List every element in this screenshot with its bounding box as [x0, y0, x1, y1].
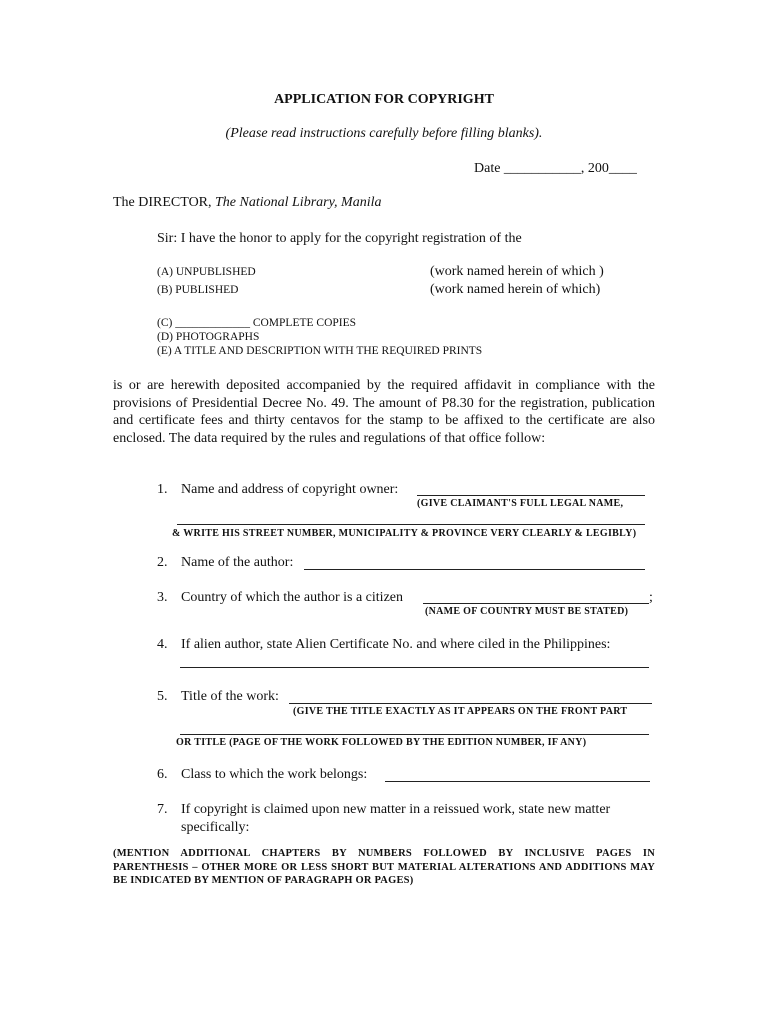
item-1-hint-name: (GIVE CLAIMANT'S FULL LEGAL NAME,	[417, 498, 624, 509]
option-b-label: (B) PUBLISHED	[157, 284, 239, 296]
item-1-hint-address: & WRITE HIS STREET NUMBER, MUNICIPALITY & PROVINCE VERY CLEARLY & LEGIBLY)	[172, 528, 637, 539]
item-2-number: 2.	[157, 555, 168, 570]
addressee-prefix: The DIRECTOR,	[113, 195, 216, 210]
alien-certificate-line[interactable]	[180, 667, 649, 668]
country-line[interactable]	[423, 603, 649, 604]
item-7-label: If copyright is claimed upon new matter in a reissued work, state new matter	[181, 802, 611, 817]
item-5-number: 5.	[157, 689, 168, 704]
new-matter-instructions: (MENTION ADDITIONAL CHAPTERS BY NUMBERS FOLLOWED BY INCLUSIVE PAGES IN PARENTHESIS – OTHER MORE OR LESS SHORT BUT MATERIAL ALTERATIONS AND ADDITIONS MAY BE INDICATED BY MENTION OF PARAGRAPH OR PAGES)	[113, 848, 655, 886]
item-3-number: 3.	[157, 590, 168, 605]
item-7-label-cont: specifically:	[181, 820, 250, 835]
item-1-label: Name and address of copyright owner:	[181, 482, 399, 497]
item-2-label: Name of the author:	[181, 555, 294, 570]
class-line[interactable]	[385, 781, 650, 782]
item-7-number: 7.	[157, 802, 168, 817]
owner-address-line[interactable]	[177, 524, 645, 525]
option-e: (E) A TITLE AND DESCRIPTION WITH THE REQUIRED PRINTS	[157, 345, 483, 357]
owner-name-line[interactable]	[417, 495, 645, 496]
item-6-label: Class to which the work belongs:	[181, 767, 368, 782]
option-a-note: (work named herein of which )	[430, 264, 604, 279]
title-line-1[interactable]	[289, 703, 652, 704]
option-c: (C) _____________ COMPLETE COPIES	[157, 317, 357, 329]
date-line: Date ___________, 200____	[474, 161, 637, 176]
page-title: APPLICATION FOR COPYRIGHT	[274, 92, 494, 107]
addressee-institution: The National Library, Manila	[215, 195, 382, 210]
item-6-number: 6.	[157, 767, 168, 782]
option-a-label: (A) UNPUBLISHED	[157, 266, 256, 278]
item-5-hint-2: OR TITLE (PAGE OF THE WORK FOLLOWED BY THE EDITION NUMBER, IF ANY)	[176, 737, 587, 748]
item-3-label: Country of which the author is a citizen	[181, 590, 403, 605]
item-1-number: 1.	[157, 482, 168, 497]
item-3-semicolon: ;	[649, 590, 653, 605]
item-5-hint-1: (GIVE THE TITLE EXACTLY AS IT APPEARS ON THE FRONT PART	[293, 706, 628, 717]
body-paragraph: is or are herewith deposited accompanied by the required affidavit in compliance with the provisions of Presidential Decree No. 49. The amount of P8.30 for the registration, publication and certificate fees and thirty centavos for the stamp to be affixed to the certificate are also enclosed. The data required by the rules and regulations of that office follow:	[113, 378, 655, 446]
option-b-note: (work named herein of which)	[430, 282, 601, 297]
option-d: (D) PHOTOGRAPHS	[157, 331, 260, 343]
item-5-label: Title of the work:	[181, 689, 279, 704]
item-4-label: If alien author, state Alien Certificate No. and where ciled in the Philippines:	[181, 637, 611, 652]
salutation: Sir: I have the honor to apply for the copyright registration of the	[157, 231, 522, 246]
author-name-line[interactable]	[304, 569, 645, 570]
item-4-number: 4.	[157, 637, 168, 652]
addressee	[113, 195, 381, 211]
item-3-hint: (NAME OF COUNTRY MUST BE STATED)	[425, 606, 629, 617]
instructions-subtitle: (Please read instructions carefully before filling blanks).	[225, 126, 543, 141]
title-line-2[interactable]	[180, 734, 649, 735]
